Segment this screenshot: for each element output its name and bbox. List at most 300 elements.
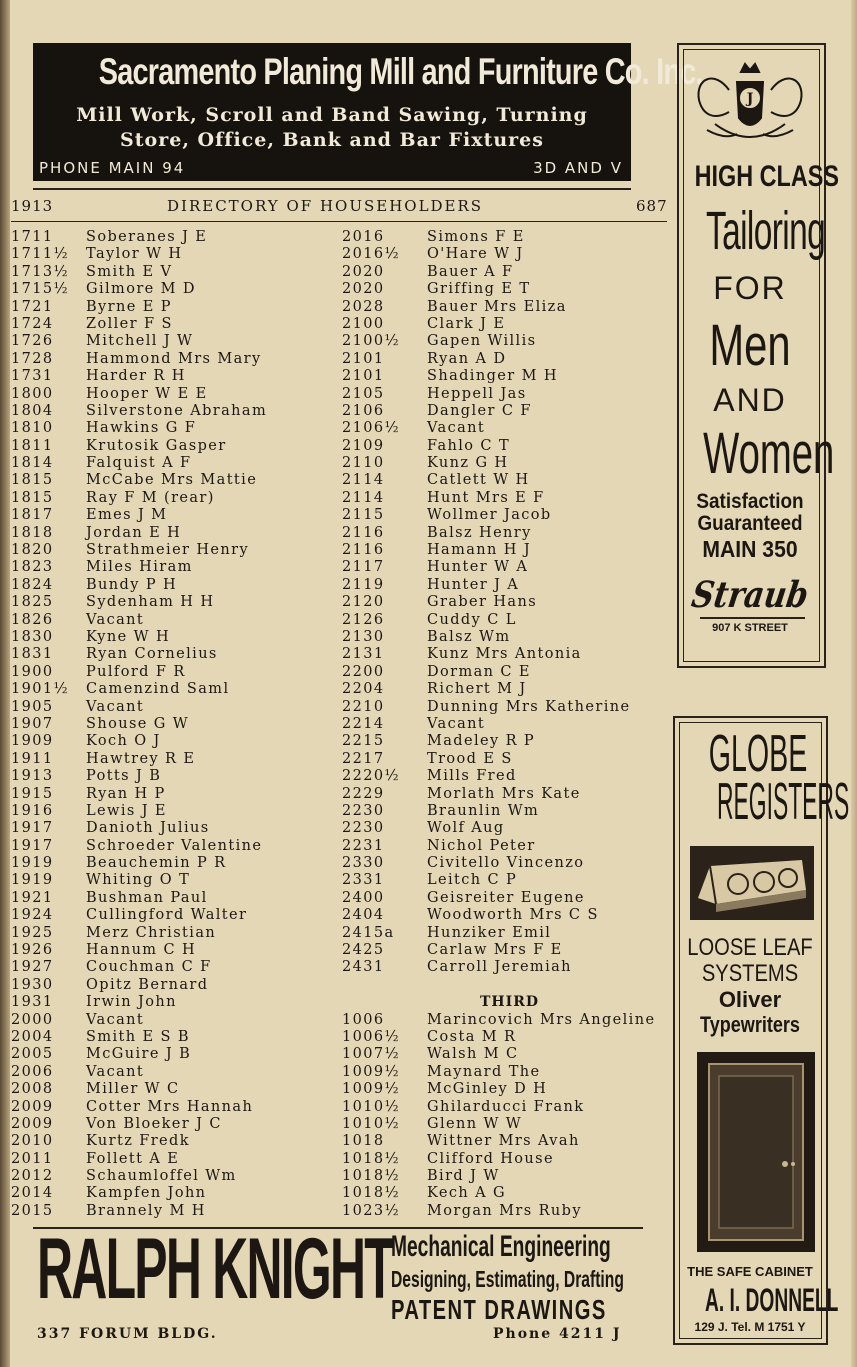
directory-row [0, 907, 680, 924]
householder-name: Dangler C F [427, 402, 532, 419]
householder-name: Clifford House [427, 1150, 554, 1167]
house-number: 2210 [342, 698, 385, 715]
house-number: 2116 [342, 524, 385, 541]
householder-name: Beauchemin P R [86, 855, 227, 872]
globe-ad-loose-leaf: LOOSE LEAF [687, 934, 813, 961]
tailor-ad-satisfaction: Satisfaction [696, 490, 804, 513]
householder-name: Hawkins G F [86, 420, 197, 437]
house-number: 1811 [11, 437, 54, 454]
house-number: 2204 [342, 681, 385, 698]
house-number: 2011 [11, 1150, 54, 1167]
directory-row [0, 942, 680, 959]
house-number: 1817 [11, 507, 54, 524]
householder-name: Soberanes J E [86, 229, 208, 245]
bottom-ad-address: 337 FORUM BLDG. [37, 1326, 218, 1342]
directory-row [0, 751, 680, 768]
householder-name: Vacant [86, 698, 145, 715]
householder-name: Richert M J [427, 681, 527, 698]
directory-row [0, 768, 680, 785]
house-number: 1931 [11, 994, 54, 1011]
house-number: 2131 [342, 646, 385, 663]
householder-name: Balsz Wm [427, 628, 511, 645]
householder-name: Ryan Cornelius [86, 646, 218, 663]
householder-name: Dorman C E [427, 663, 531, 680]
house-number: 1800 [11, 385, 54, 402]
directory-row [0, 1046, 680, 1063]
house-number: 2106½ [342, 420, 400, 437]
house-number: 1804 [11, 402, 54, 419]
directory-row [0, 820, 680, 837]
householder-name: Sydenham H H [86, 594, 215, 611]
bottom-ad-phone: Phone 4211 J [493, 1326, 622, 1342]
house-number: 1907 [11, 715, 54, 732]
house-number: 1711 [11, 229, 54, 245]
householder-name: Hunter J A [427, 576, 520, 593]
directory-row [0, 1133, 680, 1150]
householder-name: Mills Fred [427, 768, 517, 785]
householder-name: Falquist A F [86, 455, 192, 472]
directory-row [0, 438, 680, 455]
house-number: 1815 [11, 489, 54, 506]
house-number: 1006½ [342, 1028, 400, 1045]
householder-name: Wittner Mrs Avah [427, 1133, 580, 1150]
house-number: 2230 [342, 802, 385, 819]
householder-name: Woodworth Mrs C S [427, 907, 599, 924]
house-number: 1010½ [342, 1098, 400, 1115]
house-number: 1820 [11, 542, 54, 559]
house-number: 2117 [342, 559, 385, 576]
house-number: 2116 [342, 542, 385, 559]
householder-name: Griffing E T [427, 281, 531, 298]
directory-row [0, 264, 680, 281]
house-number: 2105 [342, 385, 385, 402]
householder-name: Wolf Aug [427, 820, 505, 837]
house-number: 2230 [342, 820, 385, 837]
house-number: 1930 [11, 976, 54, 993]
house-number: 2331 [342, 872, 385, 889]
directory-row [0, 838, 680, 855]
house-number: 1815 [11, 472, 54, 489]
tailor-ad-women: Women [703, 421, 835, 486]
house-number: 2214 [342, 715, 385, 732]
householder-name: Potts J B [86, 768, 162, 785]
globe-ad-safe-cabinet: THE SAFE CABINET [687, 1264, 813, 1279]
globe-ad-globe: GLOBE [708, 725, 808, 783]
house-number: 1711½ [11, 246, 69, 263]
householder-name: Gapen Willis [427, 333, 537, 350]
directory-row [0, 1029, 680, 1046]
bottom-ad-ralph-knight: RALPH KNIGHT [37, 1221, 393, 1317]
house-number: 2114 [342, 489, 385, 506]
householder-name: Ray F M (rear) [86, 489, 215, 506]
householder-name: Smith E V [86, 263, 173, 280]
house-number: 1823 [11, 559, 54, 576]
householder-name: Schaumloffel Wm [86, 1168, 237, 1185]
house-number: 1010½ [342, 1115, 400, 1132]
directory-row [0, 472, 680, 489]
house-number: 2404 [342, 907, 385, 924]
householder-name: Hamann H J [427, 542, 532, 559]
householder-name: Vacant [427, 420, 486, 437]
directory-row [0, 455, 680, 472]
house-number: 2010 [11, 1133, 54, 1150]
house-number: 1916 [11, 802, 54, 819]
tailor-ad-high-class: HIGH CLASS [694, 160, 839, 193]
directory-row [0, 594, 680, 611]
page-right-edge [851, 0, 857, 1367]
directory-row [0, 525, 680, 542]
householder-name: Marincovich Mrs Angeline [427, 1011, 656, 1028]
house-number: 2415a [342, 924, 395, 941]
house-number: 2100½ [342, 333, 400, 350]
house-number: 2008 [11, 1081, 54, 1098]
directory-row [0, 420, 680, 437]
tailor-ad-signature: Straub [688, 574, 812, 616]
directory-row [0, 1185, 680, 1202]
householder-name: Pulford F R [86, 663, 186, 680]
directory-row [0, 629, 680, 646]
house-number: 1009½ [342, 1063, 400, 1080]
householder-name: Krutosik Gasper [86, 437, 227, 454]
householder-name: Costa M R [427, 1028, 517, 1045]
house-number: 2015 [11, 1202, 54, 1219]
householder-name: Bauer A F [427, 263, 514, 280]
directory-row [0, 542, 680, 559]
householder-name: Braunlin Wm [427, 802, 540, 819]
house-number: 1018½ [342, 1185, 400, 1202]
householder-name: Couchman C F [86, 959, 212, 976]
householder-name: Clark J E [427, 315, 506, 332]
safe-cabinet-icon [697, 1052, 815, 1252]
house-number: 1917 [11, 837, 54, 854]
householder-name: Schroeder Valentine [86, 837, 263, 854]
header-page-number: 687 [636, 197, 668, 215]
house-number: 2020 [342, 263, 385, 280]
house-number: 2126 [342, 611, 385, 628]
house-number: 2106 [342, 402, 385, 419]
house-number: 1926 [11, 942, 54, 959]
directory-row [0, 925, 680, 942]
house-number: 2215 [342, 733, 385, 750]
householder-name: McGuire J B [86, 1046, 192, 1063]
directory-row [0, 681, 680, 698]
directory-row [0, 316, 680, 333]
householder-name: Miller W C [86, 1081, 180, 1098]
householder-name: Morlath Mrs Kate [427, 785, 581, 802]
householder-name: Lewis J E [86, 802, 167, 819]
directory-row [0, 786, 680, 803]
householder-name: Gilmore M D [86, 281, 196, 298]
householder-name: Graber Hans [427, 594, 538, 611]
directory-row [0, 716, 680, 733]
householder-name: McGinley D H [427, 1081, 548, 1098]
householder-name: Morgan Mrs Ruby [427, 1202, 582, 1219]
section-heading-third: THIRD [480, 994, 539, 1011]
house-number: 1715½ [11, 281, 69, 298]
house-number: 1901½ [11, 681, 69, 698]
house-number: 2006 [11, 1063, 54, 1080]
house-number: 1915 [11, 785, 54, 802]
tailor-ad-guaranteed: Guaranteed [697, 512, 803, 535]
house-number: 2000 [11, 1011, 54, 1028]
top-ad-line-2: Mill Work, Scroll and Band Sawing, Turning [76, 104, 588, 126]
house-number: 2130 [342, 628, 385, 645]
house-number: 1023½ [342, 1202, 400, 1219]
householder-name: Silverstone Abraham [86, 402, 268, 419]
householder-name: Hannum C H [86, 942, 197, 959]
directory-row [0, 1151, 680, 1168]
householder-name: Mitchell J W [86, 333, 194, 350]
globe-ad-registers: REGISTERS [717, 773, 850, 831]
signature-underline [700, 617, 805, 619]
house-number: 1726 [11, 333, 54, 350]
house-number: 1818 [11, 524, 54, 541]
householder-name: Trood E S [427, 750, 513, 767]
directory-row [0, 229, 680, 246]
house-number: 1900 [11, 663, 54, 680]
house-number: 1909 [11, 733, 54, 750]
householder-name: Brannely M H [86, 1202, 206, 1219]
house-number: 2100 [342, 315, 385, 332]
house-number: 1921 [11, 889, 54, 906]
householder-name: Kech A G [427, 1185, 506, 1202]
directory-row [0, 1081, 680, 1098]
householder-name: Kurtz Fredk [86, 1133, 190, 1150]
householder-name: Hunt Mrs E F [427, 489, 545, 506]
householder-name: Vacant [86, 611, 145, 628]
householder-name: Vacant [86, 1063, 145, 1080]
house-number: 2101 [342, 350, 385, 367]
directory-row [0, 994, 680, 1011]
house-number: 1913 [11, 768, 54, 785]
house-number: 1018 [342, 1133, 385, 1150]
householder-name: Catlett W H [427, 472, 530, 489]
svg-text:J: J [746, 91, 754, 107]
house-number: 2028 [342, 298, 385, 315]
householder-name: Carroll Jeremiah [427, 959, 572, 976]
house-number: 1911 [11, 750, 54, 767]
directory-row [0, 1012, 680, 1029]
directory-row [0, 733, 680, 750]
tailor-ad-men: Men [709, 313, 791, 378]
house-number: 1925 [11, 924, 54, 941]
header-year: 1913 [11, 197, 54, 215]
directory-row [0, 959, 680, 976]
directory-row [0, 1116, 680, 1133]
directory-row [0, 872, 680, 889]
householder-name: Carlaw Mrs F E [427, 942, 563, 959]
directory-row [0, 855, 680, 872]
householder-name: Von Bloeker J C [86, 1115, 222, 1132]
householder-name: Leitch C P [427, 872, 518, 889]
house-number: 2431 [342, 959, 385, 976]
householder-name: Opitz Bernard [86, 976, 209, 993]
directory-row [0, 890, 680, 907]
directory-row [0, 403, 680, 420]
householder-name: Nichol Peter [427, 837, 536, 854]
householder-name: McCabe Mrs Mattie [86, 472, 258, 489]
directory-row [0, 699, 680, 716]
house-number: 2425 [342, 942, 385, 959]
directory-row [0, 246, 680, 263]
house-number: 1826 [11, 611, 54, 628]
top-ad-address: 3D AND V [533, 159, 623, 177]
directory-row [0, 368, 680, 385]
householder-name: Hunter W A [427, 559, 529, 576]
directory-row [0, 299, 680, 316]
house-number: 1724 [11, 315, 54, 332]
householder-name: Maynard The [427, 1063, 541, 1080]
householder-name: Cotter Mrs Hannah [86, 1098, 254, 1115]
globe-ad-address: 129 J. Tel. M 1751 Y [694, 1320, 806, 1334]
top-divider [33, 188, 631, 190]
house-number: 2014 [11, 1185, 54, 1202]
bottom-ad-line-2: Designing, Estimating, Drafting [391, 1266, 624, 1292]
globe-ad-typewriters: Typewriters [700, 1012, 800, 1037]
house-number: 2400 [342, 889, 385, 906]
house-number: 1825 [11, 594, 54, 611]
householder-name: Dunning Mrs Katherine [427, 698, 631, 715]
householder-name: Kunz Mrs Antonia [427, 646, 582, 663]
householder-name: Heppell Jas [427, 385, 527, 402]
house-number: 1713½ [11, 263, 69, 280]
householder-name: Cuddy C L [427, 611, 517, 628]
globe-ad-oliver: Oliver [718, 987, 782, 1012]
householder-name: Smith E S B [86, 1028, 190, 1045]
directory-row [0, 577, 680, 594]
directory-row [0, 559, 680, 576]
house-number: 1814 [11, 455, 54, 472]
householder-name: Fahlo C T [427, 437, 511, 454]
house-number: 2110 [342, 455, 385, 472]
bottom-ad-line-3: PATENT DRAWINGS [391, 1294, 607, 1325]
directory-row [0, 490, 680, 507]
householder-name: Walsh M C [427, 1046, 519, 1063]
house-number: 2005 [11, 1046, 54, 1063]
house-number: 2114 [342, 472, 385, 489]
house-number: 1905 [11, 698, 54, 715]
householder-name: Jordan E H [86, 524, 182, 541]
house-number: 1917 [11, 820, 54, 837]
bottom-ad-line-1: Mechanical Engineering [391, 1230, 611, 1263]
house-number: 1007½ [342, 1046, 400, 1063]
house-number: 2115 [342, 507, 385, 524]
householder-name: Vacant [427, 715, 486, 732]
top-ad-line-3: Store, Office, Bank and Bar Fixtures [120, 129, 544, 151]
directory-row [0, 333, 680, 350]
house-number: 2220½ [342, 768, 400, 785]
house-number: 1919 [11, 855, 54, 872]
house-number: 1831 [11, 646, 54, 663]
house-number: 2119 [342, 576, 385, 593]
householder-name: Bauer Mrs Eliza [427, 298, 567, 315]
house-number: 1018½ [342, 1150, 400, 1167]
householder-name: Danioth Julius [86, 820, 210, 837]
tailor-ad-tailoring: Tailoring [705, 201, 826, 261]
crest-logo-icon [685, 60, 815, 152]
householder-name: Ghilarducci Frank [427, 1098, 585, 1115]
register-machine-icon [690, 846, 814, 920]
householder-name: Wollmer Jacob [427, 507, 552, 524]
top-ad-title: Sacramento Planing Mill and Furniture Co. Inc. [98, 51, 703, 92]
householder-name: Ryan H P [86, 785, 166, 802]
householder-name: Ryan A D [427, 350, 507, 367]
top-ad-phone: PHONE MAIN 94 [39, 159, 186, 177]
householder-name: Hawtrey R E [86, 750, 196, 767]
householder-name: Geisreiter Eugene [427, 889, 585, 906]
directory-row [0, 281, 680, 298]
house-number: 1728 [11, 350, 54, 367]
house-number: 2109 [342, 437, 385, 454]
householder-name: O'Hare W J [427, 246, 524, 263]
directory-row [0, 1064, 680, 1081]
top-advertisement [33, 43, 703, 181]
tailor-ad-address: 907 K STREET [712, 622, 788, 634]
house-number: 2016 [342, 229, 385, 245]
householder-name: Follett A E [86, 1150, 180, 1167]
householder-name: Taylor W H [86, 246, 183, 263]
house-number: 2004 [11, 1028, 54, 1045]
householder-name: Strathmeier Henry [86, 542, 250, 559]
house-number: 1006 [342, 1011, 385, 1028]
householder-name: Zoller F S [86, 315, 173, 332]
householder-name: Bushman Paul [86, 889, 208, 906]
header-rule [11, 221, 667, 222]
directory-row [0, 1203, 680, 1220]
householder-name: Emes J M [86, 507, 168, 524]
house-number: 1824 [11, 576, 54, 593]
householder-name: Koch O J [86, 733, 161, 750]
directory-listing [0, 229, 680, 1220]
house-number: 2009 [11, 1098, 54, 1115]
house-number: 1009½ [342, 1081, 400, 1098]
householder-name: Kyne W H [86, 628, 170, 645]
house-number: 2330 [342, 855, 385, 872]
householder-name: Shadinger M H [427, 368, 558, 385]
house-number: 2101 [342, 368, 385, 385]
householder-name: Irwin John [86, 994, 177, 1011]
householder-name: Whiting O T [86, 872, 191, 889]
globe-ad-donnell: A. I. DONNELL [705, 1282, 839, 1318]
house-number: 1721 [11, 298, 54, 315]
householder-name: Shouse G W [86, 715, 190, 732]
householder-name: Hammond Mrs Mary [86, 350, 262, 367]
householder-name: Kampfen John [86, 1185, 207, 1202]
householder-name: Cullingford Walter [86, 907, 248, 924]
householder-name: Balsz Henry [427, 524, 532, 541]
householder-name: Vacant [86, 1011, 145, 1028]
directory-row [0, 351, 680, 368]
house-number: 2231 [342, 837, 385, 854]
householder-name: Civitello Vincenzo [427, 855, 585, 872]
globe-ad-systems: SYSTEMS [701, 960, 799, 987]
householder-name: Madeley R P [427, 733, 536, 750]
directory-row [0, 386, 680, 403]
house-number: 2229 [342, 785, 385, 802]
householder-name: Hunziker Emil [427, 924, 552, 941]
house-number: 2020 [342, 281, 385, 298]
house-number: 1919 [11, 872, 54, 889]
tailor-ad-and: AND [713, 382, 787, 418]
house-number: 2009 [11, 1115, 54, 1132]
householder-name: Harder R H [86, 368, 186, 385]
householder-name: Byrne E P [86, 298, 172, 315]
directory-row [0, 977, 680, 994]
householder-name: Bird J W [427, 1168, 500, 1185]
house-number: 1927 [11, 959, 54, 976]
house-number: 1018½ [342, 1168, 400, 1185]
householder-name: Camenzind Saml [86, 681, 230, 698]
